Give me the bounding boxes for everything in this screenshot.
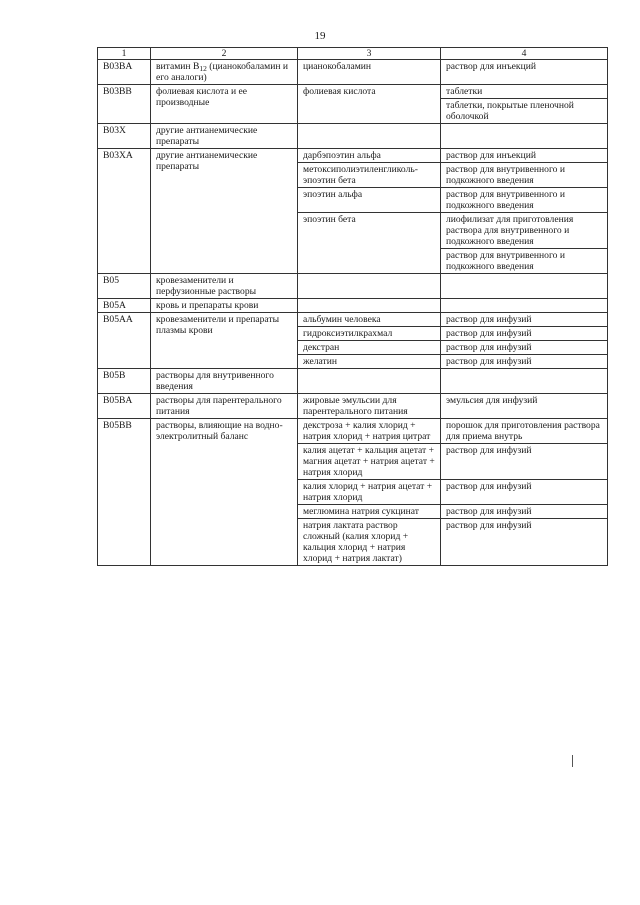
substance-name: меглюмина натрия сукцинат <box>298 505 441 519</box>
substance-name <box>298 299 441 313</box>
group-name: растворы для парентерального питания <box>151 394 298 419</box>
group-name: другие антианемические препараты <box>151 124 298 149</box>
substance-name: декстроза + калия хлорид + натрия хлорид + натрия цитрат <box>298 419 441 444</box>
dosage-form: таблетки, покрытые пленочной оболочкой <box>441 99 608 124</box>
group-name: кровь и препараты крови <box>151 299 298 313</box>
header-col-2: 2 <box>151 48 298 60</box>
header-row <box>98 48 608 60</box>
group-name: растворы для внутривенного введения <box>151 369 298 394</box>
header-col-1: 1 <box>98 48 151 60</box>
dosage-form <box>441 299 608 313</box>
group-name <box>151 60 298 85</box>
substance-name: дарбэпоэтин альфа <box>298 149 441 163</box>
group-subscript: 12 <box>199 64 207 73</box>
dosage-form: раствор для инфузий <box>441 480 608 505</box>
substance-name: жировые эмульсии для парентерального питания <box>298 394 441 419</box>
group-name: кровезаменители и препараты плазмы крови <box>151 313 298 369</box>
group-name: кровезаменители и перфузионные растворы <box>151 274 298 299</box>
atc-code: B05BA <box>98 394 151 419</box>
substance-name: натрия лактата раствор сложный (калия хлорид + кальция хлорид + натрия хлорид + натрия лактат) <box>298 519 441 566</box>
dosage-form: раствор для инфузий <box>441 505 608 519</box>
substance-name: фолиевая кислота <box>298 85 441 124</box>
page-number: 19 <box>314 30 326 42</box>
group-name: растворы, влияющие на водно-электролитный баланс <box>151 419 298 566</box>
dosage-form: раствор для внутривенного и подкожного введения <box>441 163 608 188</box>
atc-code: B03BA <box>98 60 151 85</box>
dosage-form: таблетки <box>441 85 608 99</box>
dosage-form: раствор для внутривенного и подкожного введения <box>441 249 608 274</box>
table-row <box>98 313 608 327</box>
substance-name <box>298 369 441 394</box>
substance-name: эпоэтин альфа <box>298 188 441 213</box>
group-name: фолиевая кислота и ее производные <box>151 85 298 124</box>
table-row <box>98 394 608 419</box>
substance-name: калия ацетат + кальция ацетат + магния ацетат + натрия ацетат + натрия хлорид <box>298 444 441 480</box>
dosage-form <box>441 369 608 394</box>
substance-name: желатин <box>298 355 441 369</box>
dosage-form: порошок для приготовления раствора для приема внутрь <box>441 419 608 444</box>
substance-name <box>298 124 441 149</box>
group-name: другие антианемические препараты <box>151 149 298 274</box>
dosage-form: лиофилизат для приготовления раствора для внутривенного и подкожного введения <box>441 213 608 249</box>
dosage-form: эмульсия для инфузий <box>441 394 608 419</box>
dosage-form: раствор для инфузий <box>441 519 608 566</box>
dosage-form: раствор для инфузий <box>441 444 608 480</box>
dosage-form <box>441 274 608 299</box>
atc-code: B03BB <box>98 85 151 124</box>
dosage-form: раствор для инъекций <box>441 149 608 163</box>
dosage-form: раствор для инфузий <box>441 327 608 341</box>
atc-code: B05AA <box>98 313 151 369</box>
table-row <box>98 60 608 85</box>
substance-name: эпоэтин бета <box>298 213 441 274</box>
table-row <box>98 124 608 149</box>
group-tail: (цианокобаламин и его аналоги) <box>156 61 289 83</box>
substance-name: метоксиполиэтиленгликоль-эпоэтин бета <box>298 163 441 188</box>
table-row <box>98 274 608 299</box>
margin-mark <box>572 755 573 767</box>
substance-name <box>298 274 441 299</box>
table-row <box>98 85 608 99</box>
medicines-table <box>97 47 608 566</box>
dosage-form: раствор для инфузий <box>441 341 608 355</box>
table-row <box>98 419 608 444</box>
substance-name: калия хлорид + натрия ацетат + натрия хлорид <box>298 480 441 505</box>
substance-name: цианокобаламин <box>298 60 441 85</box>
atc-code: B05B <box>98 369 151 394</box>
dosage-form: раствор для инъекций <box>441 60 608 85</box>
substance-name: декстран <box>298 341 441 355</box>
group-text: витамин B <box>156 61 200 72</box>
dosage-form <box>441 124 608 149</box>
atc-code: B03X <box>98 124 151 149</box>
dosage-form: раствор для инфузий <box>441 355 608 369</box>
dosage-form: раствор для внутривенного и подкожного введения <box>441 188 608 213</box>
table-row <box>98 149 608 163</box>
atc-code: B05 <box>98 274 151 299</box>
substance-name: альбумин человека <box>298 313 441 327</box>
atc-code: B05BB <box>98 419 151 566</box>
substance-name: гидроксиэтилкрахмал <box>298 327 441 341</box>
header-col-4: 4 <box>441 48 608 60</box>
dosage-form: раствор для инфузий <box>441 313 608 327</box>
atc-code: B03XA <box>98 149 151 274</box>
table-row <box>98 369 608 394</box>
header-col-3: 3 <box>298 48 441 60</box>
atc-code: B05A <box>98 299 151 313</box>
table-row <box>98 299 608 313</box>
